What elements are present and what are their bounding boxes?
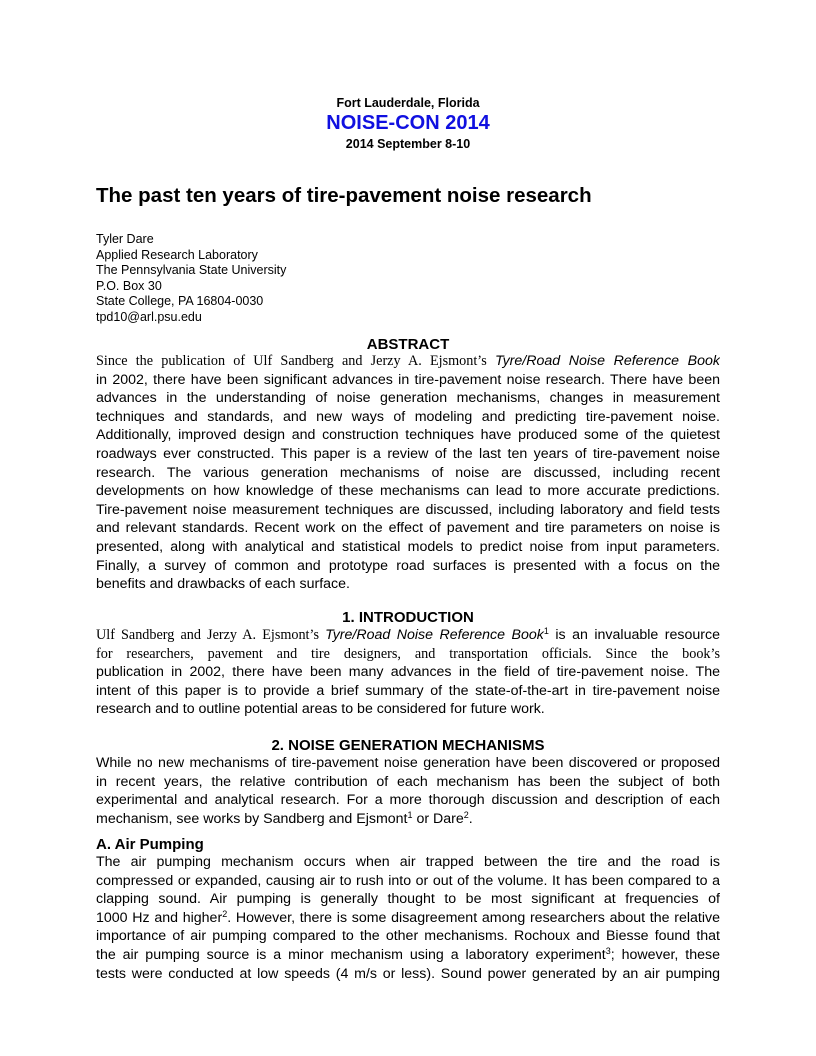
introduction-line: Ulf Sandberg and Jerzy A. Ejsmont’s Tyre/Road Noise Reference Book$^1$ is an invaluable resource (96, 626, 720, 643)
reference-marker: 2 (463, 809, 469, 820)
book-title: Tyre/Road Noise Reference Book (325, 627, 544, 643)
author-email: tpd10@arl.psu.edu (96, 309, 202, 324)
mechanisms-line: in recent years, the relative contribution of each mechanism has been the subject of both (96, 773, 720, 790)
abstract-line: research. The various generation mechanisms of noise are discussed, including recent (96, 464, 720, 481)
abstract-line: Additionally, improved design and construction techniques have produced some of the quietest (96, 427, 720, 444)
reference-marker: 3 (605, 945, 611, 956)
introduction-line: research and to outline potential areas to be considered for future work. (96, 701, 545, 718)
air-pumping-body (96, 853, 720, 983)
paper-title: The past ten years of tire-pavement noise research (96, 184, 592, 207)
abstract-line: Finally, a survey of common and prototype road surfaces is presented with a focus on the (96, 557, 720, 574)
introduction-body (96, 626, 720, 719)
abstract-line: advances in the understanding of noise generation mechanisms, changes in measurement (96, 390, 720, 407)
abstract-body (96, 352, 720, 594)
abstract-line: techniques and standards, and new ways of modeling and predicting tire-pavement noise. (96, 408, 720, 425)
air-pumping-line: 1000 Hz and higher$^2$. However, there is some disagreement among researchers about the relative (96, 908, 720, 926)
introduction-line: publication in 2002, there have been many advances in the field of tire-pavement noise. The (96, 664, 720, 681)
abstract-line: benefits and drawbacks of each surface. (96, 576, 350, 593)
abstract-line: and relevant standards. Recent work on the effect of pavement and tire parameters on noise is (96, 520, 720, 537)
author-city: State College, PA 16804-0030 (96, 294, 264, 308)
mechanisms-line: experimental and analytical research. For a more thorough discussion and description of each (96, 792, 720, 809)
abstract-line: in 2002, there have been significant advances in tire-pavement noise research. There have been (96, 371, 720, 388)
abstract-line: presented, along with analytical and statistical models to predict noise from input parameters. (96, 538, 720, 555)
reference-marker: 2 (222, 908, 228, 919)
abstract-line: roadways ever constructed. This paper is a review of the last ten years of tire-pavement noise (96, 445, 720, 462)
author-institution: The Pennsylvania State University (96, 263, 287, 277)
air-pumping-line: compressed or expanded, causing air to rush into or out of the volume. It has been compared to a (96, 872, 720, 889)
mechanisms-line: mechanism, see works by Sandberg and Ejsmont$^1$ or Dare$^2$. (96, 809, 473, 827)
author-affiliation: Applied Research Laboratory (96, 247, 258, 262)
air-pumping-line: the air pumping source is a minor mechanism using a laboratory experiment$^3$; however, these (96, 945, 720, 963)
introduction-line: intent of this paper is to provide a brief summary of the state-of-the-art in tire-pavement noise (96, 682, 720, 699)
abstract-line: Since the publication of Ulf Sandberg and Jerzy A. Ejsmont’s Tyre/Road Noise Reference Book (96, 353, 720, 369)
air-pumping-heading: A. Air Pumping (96, 836, 204, 853)
reference-marker: 1 (407, 809, 413, 820)
abstract-line: Tire-pavement noise measurement techniques are discussed, including laboratory and field tests (96, 501, 720, 518)
mechanisms-line: While no new mechanisms of tire-pavement noise generation have been discovered or proposed (96, 755, 720, 771)
author-name: Tyler Dare (96, 232, 154, 246)
conference-name: NOISE-CON 2014 (326, 112, 490, 134)
mechanisms-heading: 2. NOISE GENERATION MECHANISMS (271, 737, 545, 754)
book-title: Tyre/Road Noise Reference Book (494, 353, 720, 369)
conference-location: Fort Lauderdale, Florida (336, 96, 480, 110)
air-pumping-line: importance of air pumping compared to the other mechanisms. Rochoux and Biesse found that (96, 928, 720, 945)
air-pumping-line: clapping sound. Air pumping is generally thought to be most significant at frequencies of (96, 891, 720, 908)
introduction-line: for researchers, pavement and tire designers, and transportation officials. Since the book’s (96, 645, 720, 662)
abstract-heading: ABSTRACT (366, 336, 450, 353)
mechanisms-body (96, 754, 720, 828)
abstract-line: developments on how knowledge of these mechanisms can lead to more accurate predictions. (96, 483, 720, 500)
introduction-heading: 1. INTRODUCTION (342, 609, 474, 626)
air-pumping-line: tests were conducted at low speeds (4 m/s or less). Sound power generated by an air pumping (96, 965, 720, 982)
conference-dates: 2014 September 8-10 (345, 137, 471, 151)
air-pumping-line: The air pumping mechanism occurs when air trapped between the tire and the road is (96, 854, 720, 870)
author-address: P.O. Box 30 (96, 278, 162, 293)
author-block (96, 232, 286, 325)
reference-marker: 1 (543, 626, 549, 636)
